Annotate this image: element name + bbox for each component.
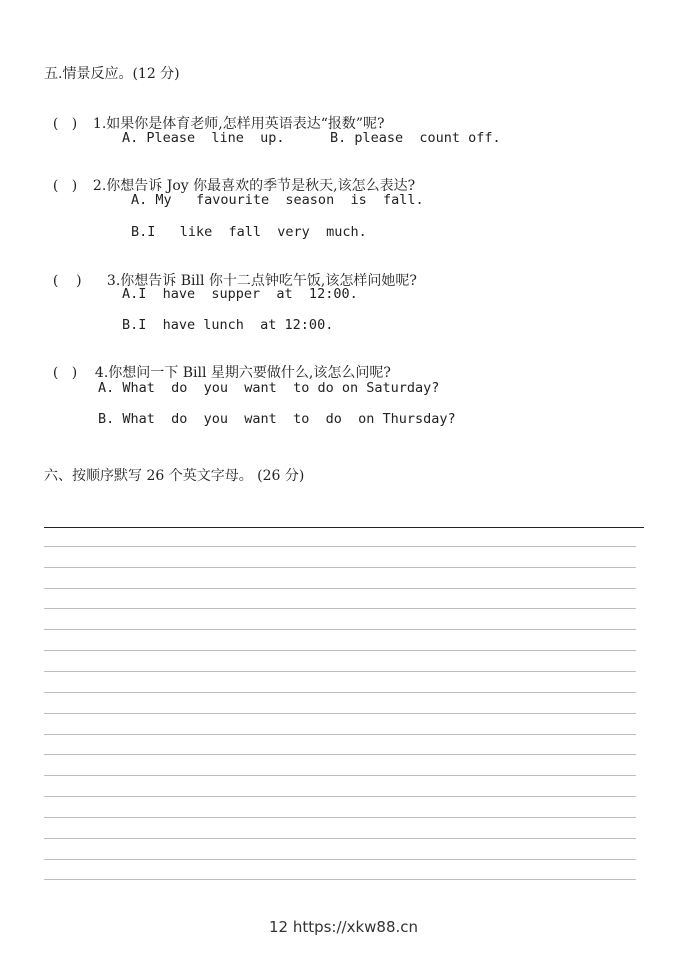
writing-guide-line (44, 754, 636, 755)
question-1 (44, 97, 385, 133)
answer-bracket-3[interactable]: ( ) (52, 273, 82, 289)
question-2-option-a: A. My favourite season is fall. (131, 192, 424, 208)
writing-guide-line (44, 629, 636, 630)
writing-guide-line (44, 608, 636, 609)
writing-guide-line (44, 692, 636, 693)
question-3-option-b: B.I have lunch at 12:00. (122, 317, 334, 333)
writing-top-rule (44, 527, 644, 528)
question-1-option-a: A. Please line up. (122, 130, 285, 146)
answer-bracket-4[interactable]: ( ) (52, 365, 78, 381)
section5-title: 五.情景反应。(12 分) (44, 66, 180, 82)
question-3-option-a: A.I have supper at 12:00. (122, 286, 358, 302)
writing-guide-line (44, 734, 636, 735)
answer-bracket-2[interactable]: ( ) (52, 178, 78, 194)
question-4-option-b: B. What do you want to do on Thursday? (98, 411, 456, 427)
writing-guide-line (44, 546, 636, 547)
answer-bracket-1[interactable]: ( ) (52, 116, 78, 132)
page-number: 12 (268, 918, 289, 936)
writing-guide-line (44, 838, 636, 839)
writing-guide-line (44, 650, 636, 651)
question-2-option-b: B.I like fall very much. (131, 224, 367, 240)
question-4 (44, 346, 391, 382)
writing-guide-line (44, 671, 636, 672)
question-4-prompt: 4.你想问一下 Bill 星期六要做什么,该怎么问呢? (94, 365, 391, 381)
writing-guide-line (44, 567, 636, 568)
page-footer (0, 918, 687, 936)
writing-guide-line (44, 588, 636, 589)
question-2 (44, 159, 415, 195)
footer-url[interactable]: https://xkw88.cn (292, 918, 419, 936)
question-4-option-a: A. What do you want to do on Saturday? (98, 380, 440, 396)
section6-title: 六、按顺序默写 26 个英文字母。 (26 分) (44, 468, 305, 484)
question-1-prompt: 1.如果你是体育老师,怎样用英语表达“报数”呢? (92, 116, 385, 132)
question-1-option-b: B. please count off. (330, 130, 501, 146)
question-3-prompt: 3.你想告诉 Bill 你十二点钟吃午饭,该怎样问她呢? (106, 273, 417, 289)
letter-writing-area[interactable] (44, 527, 644, 887)
writing-guide-line (44, 713, 636, 714)
writing-guide-line (44, 775, 636, 776)
writing-guide-line (44, 859, 636, 860)
writing-guide-line (44, 796, 636, 797)
writing-guide-line (44, 817, 636, 818)
writing-guide-line (44, 879, 636, 880)
question-2-prompt: 2.你想告诉 Joy 你最喜欢的季节是秋天,该怎么表达? (92, 178, 416, 194)
